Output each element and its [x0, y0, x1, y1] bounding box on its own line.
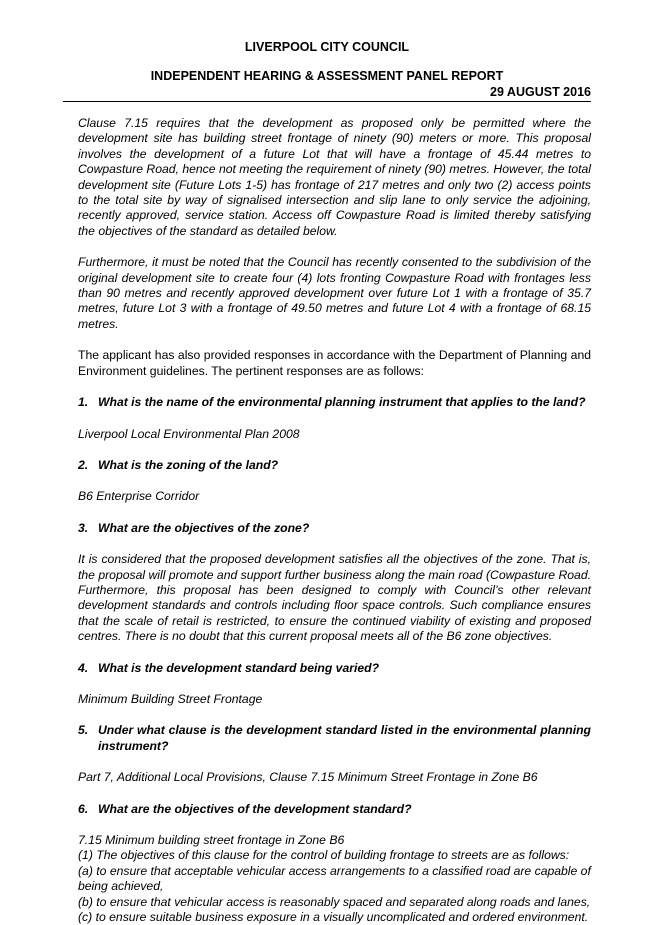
answer-6-line: (a) to ensure that acceptable vehicular access arrangements to a classified road are capable of being achieved, — [78, 863, 591, 894]
question-number: 5. — [78, 723, 89, 738]
question-number: 2. — [78, 457, 89, 472]
question-number: 6. — [78, 801, 89, 816]
question-text: What is the development standard being varied? — [98, 660, 380, 675]
answer-6-line: (b) to ensure that vehicular access is reasonably spaced and separated along roads and lanes, — [78, 894, 591, 909]
answer-2: B6 Enterprise Corridor — [78, 489, 200, 504]
question-number: 1. — [78, 395, 89, 410]
question-3 — [78, 521, 591, 536]
answer-6-line: (1) The objectives of this clause for the control of building frontage to streets are as follows: — [78, 848, 570, 863]
question-text: Under what clause is the development standard listed in the environmental planning instrument? — [98, 723, 591, 753]
answer-5: Part 7, Additional Local Provisions, Clause 7.15 Minimum Street Frontage in Zone B6 — [78, 770, 538, 785]
question-text: What are the objectives of the zone? — [98, 520, 310, 535]
answer-6-line: 7.15 Minimum building street frontage in Zone B6 — [78, 833, 345, 847]
paragraph-clause-715: Clause 7.15 requires that the development as proposed only be permitted where the development site has building street frontage of ninety (90) meters or more. This proposal involves the development of a future Lot that will have a frontage of 45.44 metres to Cowpasture Road, hence not meeting the requirement of ninety (90) metres. However, the total development site (Future Lots 1-5) has frontage of 217 metres and only two (2) access points to the total site by way of signalised intersection and slip lane to only service the adjoining, recently approved, service station. Access off Cowpasture Road is limited thereby satisfying the objectives of the standard as detailed below. — [78, 116, 591, 238]
question-2 — [78, 458, 591, 473]
question-text: What is the name of the environmental planning instrument that applies to the land? — [98, 395, 586, 410]
answer-3: It is considered that the proposed development satisfies all the objectives of the zone. That is, the proposal will promote and support further business along the main road (Cowpasture Road. Furthermore, this proposal has been designed to comply with Council’s other relevant development standards and controls including floor space controls. Such compliance ensures that the scale of retail is restricted, to ensure the continued viability of existing and proposed centres. There is no doubt that this current proposal meets all of the B6 zone objectives. — [78, 552, 591, 644]
question-text: What is the zoning of the land? — [98, 457, 279, 472]
question-4 — [78, 661, 591, 676]
question-number: 4. — [78, 660, 89, 675]
question-text: What are the objectives of the development standard? — [98, 801, 412, 816]
header-divider — [63, 101, 591, 102]
report-date: 29 AUGUST 2016 — [490, 85, 591, 99]
answer-4: Minimum Building Street Frontage — [78, 691, 263, 706]
council-name: LIVERPOOL CITY COUNCIL — [244, 40, 410, 54]
answer-6-line: (c) to ensure suitable business exposure in a visually uncomplicated and ordered environment. — [78, 910, 589, 925]
paragraph-subdivision: Furthermore, it must be noted that the Council has recently consented to the subdivision of the original development site to create four (4) lots fronting Cowpasture Road with frontages less than 90 metres and recently approved development over future Lot 1 with a frontage of 35.7 metres, future Lot 3 with a frontage of 49.50 metres and future Lot 4 with a frontage of 68.15 metres. — [78, 255, 591, 331]
answer-6 — [78, 833, 591, 925]
paragraph-applicant-responses: The applicant has also provided responses in accordance with the Department of Planning and Environment guidelines. The pertinent responses are as follows: — [78, 348, 591, 378]
report-title: INDEPENDENT HEARING & ASSESSMENT PANEL REPORT — [150, 69, 504, 83]
question-5 — [78, 723, 591, 754]
question-6 — [78, 802, 591, 817]
document-body — [78, 116, 591, 925]
question-number: 3. — [78, 520, 89, 535]
question-1 — [78, 395, 591, 410]
answer-1: Liverpool Local Environmental Plan 2008 — [78, 426, 300, 441]
